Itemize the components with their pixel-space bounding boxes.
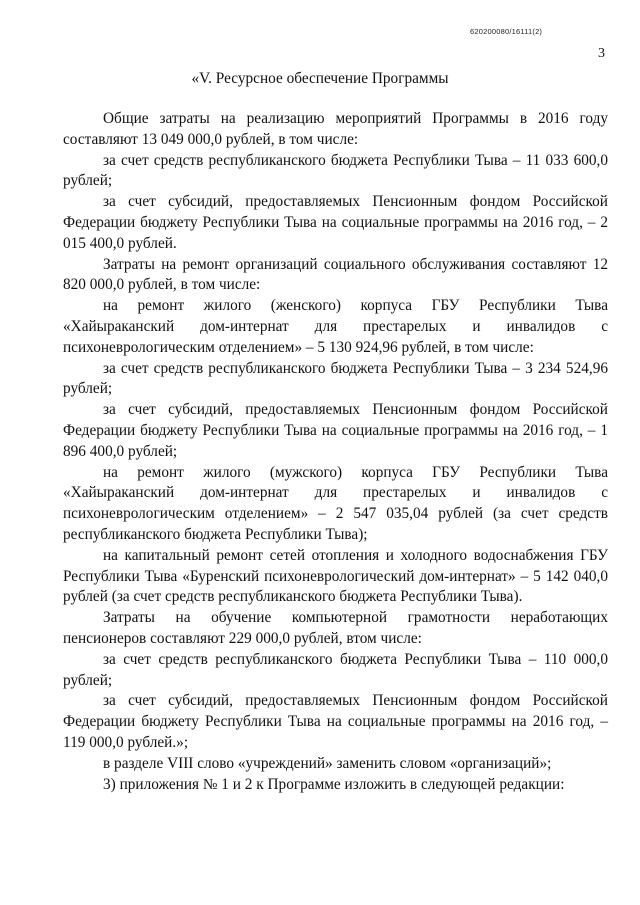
paragraph: Общие затраты на реализацию мероприятий Программы в 2016 году составляют 13 049 000,0 рублей, в том числе: <box>63 110 608 148</box>
paragraph: за счет субсидий, предоставляемых Пенсионным фондом Российской Федерации бюджету Республики Тыва на социальные программы на 2016 год, – 1 896 400,0 рублей; <box>63 401 608 460</box>
paragraph: Затраты на обучение компьютерной грамотности неработающих пенсионеров составляют 229 000,0 рублей, втом числе: <box>63 609 608 647</box>
document-code: 620200080/16111(2) <box>470 27 543 36</box>
document-body <box>63 109 608 795</box>
paragraph: за счет средств республиканского бюджета Республики Тыва – 11 033 600,0 рублей; <box>63 151 608 190</box>
page-number: 3 <box>598 46 605 61</box>
paragraph: за счет средств республиканского бюджета Республики Тыва – 3 234 524,96 рублей; <box>63 359 608 398</box>
paragraph: за счет средств республиканского бюджета Республики Тыва – 110 000,0 рублей; <box>63 650 608 689</box>
paragraph: на ремонт жилого (женского) корпуса ГБУ Республики Тыва «Хайыраканский дом-интернат для престарелых и инвалидов с психоневрологическим отделением» – 5 130 924,96 рублей, в том числе: <box>63 297 608 356</box>
paragraph: 3) приложения № 1 и 2 к Программе изложить в следующей редакции: <box>103 775 565 793</box>
paragraph: в разделе VIII слово «учреждений» заменить словом «организаций»; <box>103 754 552 772</box>
paragraph: за счет субсидий, предоставляемых Пенсионным фондом Российской Федерации бюджету Республики Тыва на социальные программы на 2016 год, – 119 000,0 рублей.»; <box>63 692 608 751</box>
paragraph: на ремонт жилого (мужского) корпуса ГБУ Республики Тыва «Хайыраканский дом-интернат для престарелых и инвалидов с психоневрологическим отделением» – 2 547 035,04 рублей (за счет средств республиканского бюджета Республики Тыва); <box>63 463 608 543</box>
paragraph: Затраты на ремонт организаций социального обслуживания составляют 12 820 000,0 рублей, в том числе: <box>63 255 608 294</box>
paragraph: на капитальный ремонт сетей отопления и холодного водоснабжения ГБУ Республики Тыва «Буренский психоневрологический дом-интернат» – 5 142 040,0 рублей (за счет средств республиканского бюджета Республики Тыва). <box>63 546 608 606</box>
paragraph: за счет субсидий, предоставляемых Пенсионным фондом Российской Федерации бюджету Республики Тыва на социальные программы на 2016 год, – 2 015 400,0 рублей. <box>63 193 608 252</box>
section-title: «V. Ресурсное обеспечение Программы <box>191 70 449 87</box>
